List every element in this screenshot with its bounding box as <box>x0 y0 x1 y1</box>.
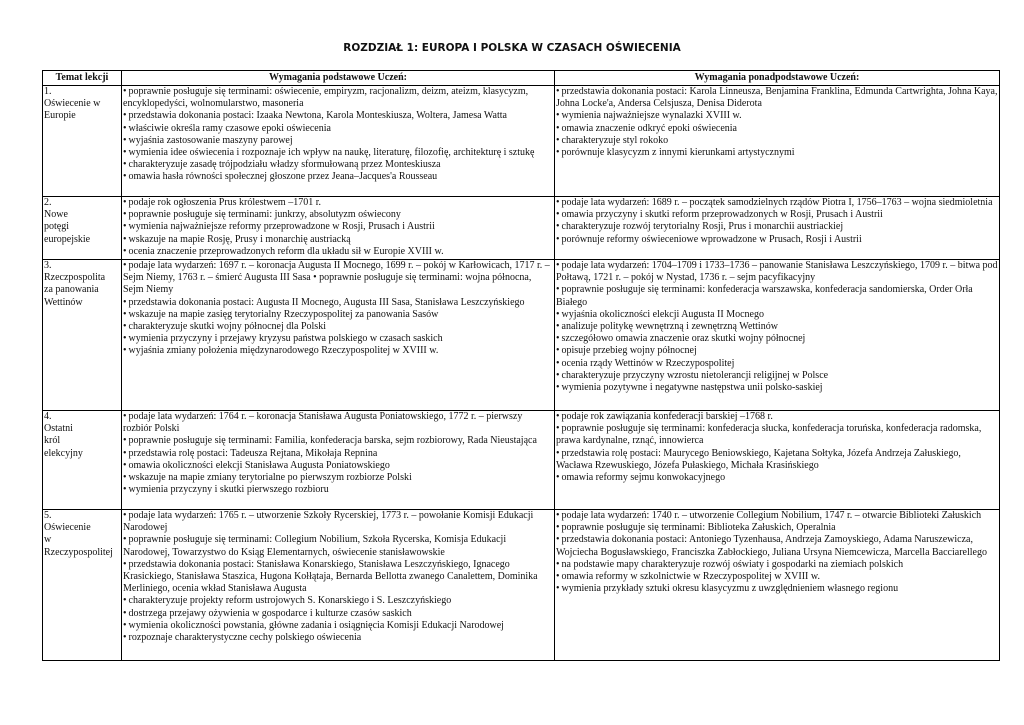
requirement-item <box>123 309 553 321</box>
requirement-text: poprawnie posługuje się terminami: konfederacja słucka, konfederacja toruńska, konfederacja radomska, prawa kardynalne, rznąć, innowierca <box>556 423 982 447</box>
advanced-requirements-cell <box>555 510 1000 661</box>
requirement-item <box>556 370 998 382</box>
requirement-text: opisuje przebieg wojny północnej <box>561 345 697 357</box>
bullet-icon: • <box>123 171 127 183</box>
table-body <box>43 86 1000 661</box>
requirement-text: dostrzega przejawy ożywienia w gospodarce i kulturze czasów saskich <box>128 607 412 619</box>
bullet-icon: • <box>123 632 127 644</box>
bullet-icon: • <box>556 260 560 271</box>
requirement-item <box>556 358 998 370</box>
requirement-text: ocenia rządy Wettinów w Rzeczypospolitej <box>561 357 735 369</box>
bullet-icon: • <box>556 321 560 333</box>
bullet-icon: • <box>123 435 127 447</box>
requirement-text: charakteryzuje projekty reform ustrojowych S. Konarskiego i S. Leszczyńskiego <box>128 595 452 607</box>
requirement-text: podaje lata wydarzeń: 1704–1709 i 1733–1736 – panowanie Stanisława Leszczyńskiego, 1709 r. – bitwa pod Połtawą, 1721 r. – pokój w Nystad, 1736 r. – sejm pacyfikacyjny <box>556 260 998 284</box>
bullet-icon: • <box>556 233 560 245</box>
requirement-item <box>556 135 998 147</box>
requirement-item <box>123 171 553 183</box>
requirement-text: poprawnie posługuje się terminami: oświecenie, empiryzm, racjonalizm, deizm, ateizm, klasycyzm, encyklopedyści, wolnomularstwo, masoneria <box>123 86 529 110</box>
requirement-item <box>123 559 553 596</box>
requirement-item <box>123 135 553 147</box>
requirement-item <box>123 221 553 233</box>
lesson-topic-line: Europie <box>44 110 76 122</box>
requirement-item <box>123 110 553 122</box>
requirement-text: podaje lata wydarzeń: 1689 r. – początek samodzielnych rządów Piotra I, 1756–1763 – wojna siedmioletnia <box>561 197 993 208</box>
requirement-item <box>123 484 553 496</box>
requirement-item <box>556 571 998 583</box>
basic-requirements-cell <box>122 260 555 411</box>
lesson-topic-line: za panowania <box>44 284 99 296</box>
requirement-item <box>556 209 998 221</box>
requirement-item <box>556 423 998 447</box>
requirement-text: charakteryzuje rozwój terytorialny Rosji, Prus i monarchii austriackiej <box>561 221 844 233</box>
requirement-item <box>123 510 553 534</box>
requirement-text: ocenia znaczenie przeprowadzonych reform dla układu sił w Europie XVIII w. <box>128 245 444 257</box>
requirement-item <box>556 234 998 246</box>
lesson-topic-line: Oświecenie w <box>44 98 101 110</box>
advanced-requirements-cell <box>555 86 1000 197</box>
requirement-text: analizuje politykę wewnętrzną i zewnętrzną Wettinów <box>561 321 778 333</box>
requirement-text: wskazuje na mapie zasięg terytorialny Rzeczypospolitej za panowania Sasów <box>128 308 439 320</box>
lesson-topic-line: elekcyjny <box>44 447 83 459</box>
bullet-icon: • <box>123 197 127 208</box>
requirement-text: na podstawie mapy charakteryzuje rozwój oświaty i gospodarki na ziemiach polskich <box>561 558 904 570</box>
requirement-item <box>123 435 553 447</box>
bullet-icon: • <box>123 321 127 333</box>
requirement-item <box>556 284 998 308</box>
requirement-text: przedstawia dokonania postaci: Izaaka Newtona, Karola Monteskiusza, Woltera, Jamesa Watta <box>128 110 507 122</box>
requirement-text: wyjaśnia zmiany położenia międzynarodowego Rzeczypospolitej w XVIII w. <box>128 345 439 357</box>
requirement-item <box>123 234 553 246</box>
advanced-requirements-cell <box>555 411 1000 510</box>
requirement-text: omawia przyczyny i skutki reform przeprowadzonych w Rosji, Prusach i Austrii <box>561 209 883 221</box>
table-row <box>43 411 1000 510</box>
bullet-icon: • <box>123 308 127 320</box>
bullet-icon: • <box>556 209 560 221</box>
requirement-text: wymienia pozytywne i negatywne następstwa unii polsko-saskiej <box>561 382 823 394</box>
requirement-item <box>123 123 553 135</box>
requirement-item <box>556 309 998 321</box>
bullet-icon: • <box>556 357 560 369</box>
bullet-icon: • <box>123 209 127 221</box>
requirement-item <box>556 510 998 522</box>
requirement-text: przedstawia rolę postaci: Tadeusza Rejtana, Mikołaja Repnina <box>128 447 378 459</box>
requirement-text: poprawnie posługuje się terminami: Familia, konfederacja barska, sejm rozbiorowy, Rada Nieustająca <box>128 435 537 447</box>
requirement-text: przedstawia rolę postaci: Maurycego Beniowskiego, Kajetana Sołtyka, Józefa Andrzeja Załuskiego, Wacława Rzewuskiego, Józefa Pułaskiego, Michała Krasińskiego <box>556 447 961 471</box>
header-topic: Temat lekcji <box>43 71 122 86</box>
bullet-icon: • <box>123 558 127 570</box>
bullet-icon: • <box>123 595 127 607</box>
lesson-topic-line: w <box>44 534 52 546</box>
requirement-item <box>123 197 553 209</box>
table-row <box>43 510 1000 661</box>
requirement-text: podaje lata wydarzeń: 1764 r. – koronacja Stanisława Augusta Poniatowskiego, 1772 r. – pierwszy rozbiór Polski <box>123 411 523 435</box>
lesson-topic-line: Oświecenie <box>44 522 91 534</box>
bullet-icon: • <box>123 86 127 97</box>
requirement-text: przedstawia dokonania postaci: Antoniego Tyzenhausa, Andrzeja Zamoyskiego, Adama Naruszewicza, Wojciecha Bogusławskiego, Franciszka Zabłockiego, Juliana Ursyna Niemcewicza, Marcella Bacciarellego <box>556 534 987 558</box>
bullet-icon: • <box>123 484 127 496</box>
lesson-topic-line: Nowe <box>44 209 68 221</box>
requirement-text: omawia hasła równości społecznej głoszone przez Jeana–Jacques'a Rousseau <box>128 171 438 183</box>
lesson-number: 2. <box>44 197 52 208</box>
requirement-text: poprawnie posługuje się terminami: junkrzy, absolutyzm oświecony <box>128 209 401 221</box>
topic-cell <box>43 86 122 197</box>
requirement-item <box>123 345 553 357</box>
lesson-topic-line: Wettinów <box>44 296 83 308</box>
requirement-text: podaje lata wydarzeń: 1697 r. – koronacja Augusta II Mocnego, 1699 r. – pokój w Karłowicach, 1717 r. – Sejm Niemy, 1763 r. – śmierć Augusta III Sasa • poprawnie posługuje się terminami: wojna północna, Sejm Niemy <box>123 260 550 296</box>
bullet-icon: • <box>123 459 127 471</box>
lesson-topic-line: król <box>44 435 61 447</box>
header-basic-requirements: Wymagania podstawowe Uczeń: <box>122 71 555 86</box>
bullet-icon: • <box>556 583 560 595</box>
bullet-icon: • <box>556 382 560 394</box>
requirement-item <box>123 595 553 607</box>
bullet-icon: • <box>123 607 127 619</box>
requirement-item <box>123 333 553 345</box>
requirement-item <box>556 197 998 209</box>
advanced-requirements-cell <box>555 260 1000 411</box>
lesson-number: 5. <box>44 510 52 521</box>
bullet-icon: • <box>556 571 560 583</box>
bullet-icon: • <box>556 308 560 320</box>
requirement-text: podaje lata wydarzeń: 1765 r. – utworzenie Szkoły Rycerskiej, 1773 r. – powołanie Komisji Edukacji Narodowej <box>123 510 534 534</box>
requirement-item <box>123 297 553 309</box>
topic-cell <box>43 197 122 260</box>
topic-cell <box>43 411 122 510</box>
requirement-item <box>556 522 998 534</box>
advanced-requirements-cell <box>555 197 1000 260</box>
requirement-item <box>123 608 553 620</box>
requirement-text: wymienia okoliczności powstania, główne zadania i osiągnięcia Komisji Edukacji Narodowej <box>128 619 504 631</box>
bullet-icon: • <box>123 345 127 357</box>
requirement-item <box>123 86 553 110</box>
requirement-item <box>556 583 998 595</box>
requirement-text: charakteryzuje styl rokoko <box>561 134 669 146</box>
lesson-number: 1. <box>44 86 52 97</box>
requirement-text: wskazuje na mapie zmiany terytorialne po pierwszym rozbiorze Polski <box>128 472 412 484</box>
bullet-icon: • <box>123 245 127 257</box>
lesson-topic-line: europejskie <box>44 233 91 245</box>
requirement-item <box>556 559 998 571</box>
bullet-icon: • <box>556 197 560 208</box>
requirement-text: przedstawia dokonania postaci: Karola Linneusza, Benjamina Franklina, Edmunda Cartwrighta, Johna Kaya, Johna Locke'a, Andersa Celsjusza, Denisa Diderota <box>556 86 998 110</box>
requirement-item <box>556 260 998 284</box>
bullet-icon: • <box>123 619 127 631</box>
requirement-text: rozpoznaje charakterystyczne cechy polskiego oświecenia <box>128 632 362 644</box>
requirement-text: porównuje klasycyzm z innymi kierunkami artystycznymi <box>561 147 795 159</box>
requirement-item <box>556 333 998 345</box>
requirement-item <box>123 448 553 460</box>
requirement-text: wymienia najważniejsze wynalazki XVIII w. <box>561 110 742 122</box>
requirement-text: właściwie określa ramy czasowe epoki oświecenia <box>128 122 331 134</box>
requirement-text: podaje lata wydarzeń: 1740 r. – utworzenie Collegium Nobilium, 1747 r. – otwarcie Biblioteki Załuskich <box>561 510 982 521</box>
requirement-item <box>123 321 553 333</box>
requirement-text: charakteryzuje skutki wojny północnej dla Polski <box>128 321 326 333</box>
topic-cell <box>43 510 122 661</box>
requirement-text: omawia reformy sejmu konwokacyjnego <box>561 472 726 484</box>
bullet-icon: • <box>556 558 560 570</box>
requirement-item <box>556 123 998 135</box>
lesson-number: 4. <box>44 411 52 422</box>
bullet-icon: • <box>556 284 560 296</box>
requirement-text: charakteryzuje przyczyny wzrostu nietolerancji religijnej w Polsce <box>561 369 829 381</box>
lesson-topic-line: Ostatni <box>44 423 73 435</box>
bullet-icon: • <box>556 534 560 546</box>
bullet-icon: • <box>123 411 127 422</box>
requirement-text: wymienia najważniejsze reformy przeprowadzone w Rosji, Prusach i Austrii <box>128 221 435 233</box>
bullet-icon: • <box>556 110 560 122</box>
bullet-icon: • <box>556 510 560 521</box>
bullet-icon: • <box>556 369 560 381</box>
topic-cell <box>43 260 122 411</box>
bullet-icon: • <box>556 221 560 233</box>
requirement-text: przedstawia dokonania postaci: Augusta II Mocnego, Augusta III Sasa, Stanisława Leszczyńskiego <box>128 296 525 308</box>
requirement-item <box>123 246 553 258</box>
bullet-icon: • <box>123 534 127 546</box>
requirement-item <box>123 472 553 484</box>
header-advanced-requirements: Wymagania ponadpodstawowe Uczeń: <box>555 71 1000 86</box>
requirement-text: podaje rok zawiązania konfederacji barskiej –1768 r. <box>561 411 773 422</box>
lesson-topic-line: Rzeczypospolitej <box>44 546 113 558</box>
bullet-icon: • <box>556 447 560 459</box>
basic-requirements-cell <box>122 86 555 197</box>
bullet-icon: • <box>123 122 127 134</box>
requirement-item <box>123 534 553 558</box>
requirement-text: omawia znaczenie odkryć epoki oświecenia <box>561 122 737 134</box>
requirement-text: wyjaśnia zastosowanie maszyny parowej <box>128 134 293 146</box>
bullet-icon: • <box>123 221 127 233</box>
bullet-icon: • <box>556 522 560 534</box>
lesson-topic-line: potęgi <box>44 221 69 233</box>
requirement-item <box>123 260 553 297</box>
page-title: ROZDZIAŁ 1: EUROPA I POLSKA W CZASACH OŚWIECENIA <box>343 42 681 54</box>
bullet-icon: • <box>556 333 560 345</box>
requirement-text: podaje rok ogłoszenia Prus królestwem –1701 r. <box>128 197 321 208</box>
lesson-topic-line: Rzeczpospolita <box>44 272 106 284</box>
table-row <box>43 260 1000 411</box>
table-row <box>43 197 1000 260</box>
requirement-item <box>123 147 553 159</box>
table-row <box>43 86 1000 197</box>
requirement-item <box>123 632 553 644</box>
requirement-text: wymienia idee oświecenia i rozpoznaje ich wpływ na naukę, literaturę, filozofię, architekturę i sztukę <box>128 147 535 159</box>
requirement-item <box>123 620 553 632</box>
requirement-item <box>556 534 998 558</box>
bullet-icon: • <box>123 472 127 484</box>
requirement-text: wyjaśnia okoliczności elekcji Augusta II Mocnego <box>561 308 764 320</box>
bullet-icon: • <box>556 411 560 422</box>
bullet-icon: • <box>556 147 560 159</box>
requirement-item <box>123 159 553 171</box>
requirement-item <box>556 448 998 472</box>
requirement-text: poprawnie posługuje się terminami: Collegium Nobilium, Szkoła Rycerska, Komisja Edukacji Narodowej, Towarzystwo do Ksiąg Elementarnych, oświecenie stanisławowskie <box>123 534 507 558</box>
basic-requirements-cell <box>122 411 555 510</box>
requirement-item <box>556 345 998 357</box>
requirement-item <box>556 382 998 394</box>
requirement-item <box>123 460 553 472</box>
lesson-number: 3. <box>44 260 52 271</box>
requirement-text: wymienia przyczyny i przejawy kryzysu państwa polskiego w czasach saskich <box>128 333 443 345</box>
bullet-icon: • <box>556 472 560 484</box>
requirement-item <box>556 110 998 122</box>
requirement-item <box>556 411 998 423</box>
bullet-icon: • <box>123 134 127 146</box>
requirement-text: poprawnie posługuje się terminami: konfederacja warszawska, konfederacja sandomierska, Order Orła Białego <box>556 284 973 308</box>
bullet-icon: • <box>123 159 127 171</box>
basic-requirements-cell <box>122 197 555 260</box>
requirement-text: omawia reformy w szkolnictwie w Rzeczypospolitej w XVIII w. <box>561 571 820 583</box>
requirement-item <box>556 147 998 159</box>
bullet-icon: • <box>123 147 127 159</box>
bullet-icon: • <box>556 86 560 97</box>
requirement-item <box>556 472 998 484</box>
basic-requirements-cell <box>122 510 555 661</box>
bullet-icon: • <box>556 134 560 146</box>
bullet-icon: • <box>123 296 127 308</box>
bullet-icon: • <box>123 110 127 122</box>
bullet-icon: • <box>123 233 127 245</box>
bullet-icon: • <box>123 333 127 345</box>
requirement-text: charakteryzuje zasadę trójpodziału władzy sformułowaną przez Monteskiusza <box>128 159 441 171</box>
requirement-text: wymienia przykłady sztuki okresu klasycyzmu z uwzględnieniem własnego regionu <box>561 583 899 595</box>
requirement-text: wskazuje na mapie Rosję, Prusy i monarchię austriacką <box>128 233 351 245</box>
bullet-icon: • <box>556 122 560 134</box>
bullet-icon: • <box>123 447 127 459</box>
requirement-text: poprawnie posługuje się terminami: Biblioteka Załuskich, Operalnia <box>561 522 836 534</box>
table-header-row <box>43 71 1000 86</box>
requirement-text: omawia okoliczności elekcji Stanisława Augusta Poniatowskiego <box>128 459 390 471</box>
requirement-text: porównuje reformy oświeceniowe wprowadzone w Prusach, Rosji i Austrii <box>561 233 862 245</box>
requirements-table <box>42 70 1000 661</box>
requirement-text: szczegółowo omawia znaczenie oraz skutki wojny północnej <box>561 333 806 345</box>
bullet-icon: • <box>556 423 560 435</box>
requirement-item <box>123 411 553 435</box>
requirement-item <box>556 221 998 233</box>
requirement-item <box>123 209 553 221</box>
requirement-item <box>556 86 998 110</box>
requirement-text: wymienia przyczyny i skutki pierwszego rozbioru <box>128 484 329 496</box>
bullet-icon: • <box>123 260 127 271</box>
requirement-item <box>556 321 998 333</box>
requirement-text: przedstawia dokonania postaci: Stanisława Konarskiego, Stanisława Leszczyńskiego, Ignacego Krasickiego, Stanisława Staszica, Hugona Kołłątaja, Bernarda Bellotta zwanego Canalettem, Dominika Merliniego, ocenia wkład Stanisława Augusta <box>123 558 538 595</box>
bullet-icon: • <box>556 345 560 357</box>
bullet-icon: • <box>123 510 127 521</box>
